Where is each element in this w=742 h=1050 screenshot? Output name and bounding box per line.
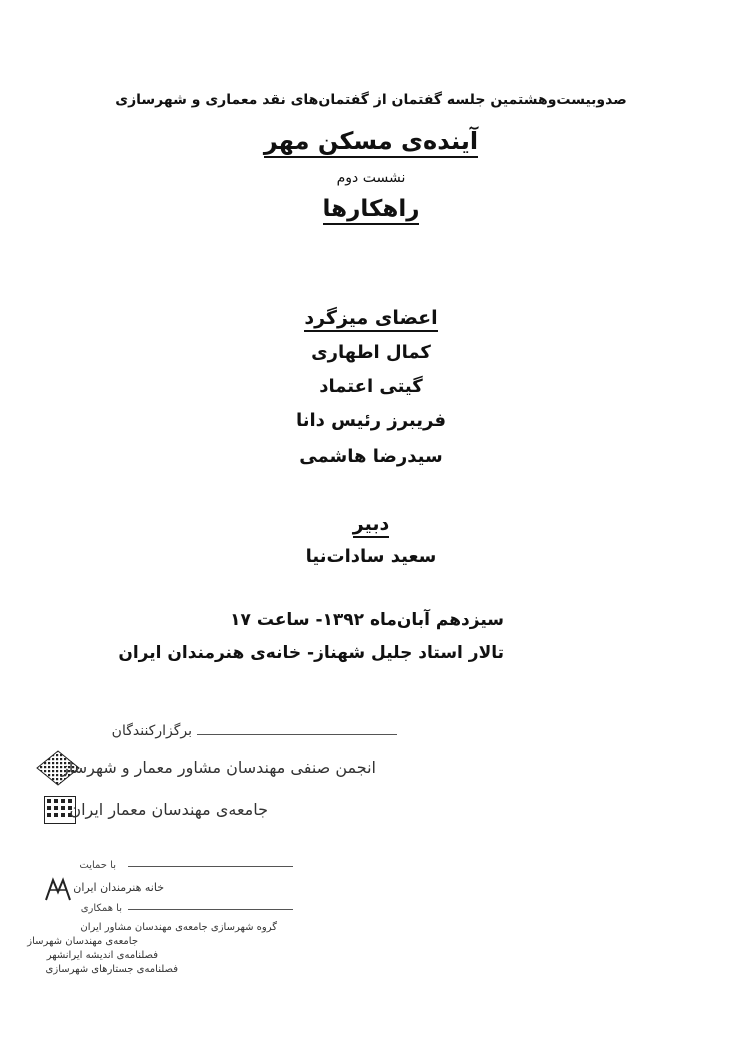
panel-member: سیدرضا هاشمی [299, 446, 443, 467]
moderator-name: سعید سادات‌نیا [305, 546, 437, 567]
page-title [0, 127, 742, 155]
panel-member: کمال اطهاری [311, 342, 431, 363]
panel-heading [0, 307, 742, 329]
page-subtitle-text: راهکارها [323, 196, 420, 225]
session-label: نشست دوم [336, 170, 406, 186]
series-caption: صدوبیست‌وهشتمین جلسه گفتمان از گفتمان‌های نقد معماری و شهرسازی [115, 92, 627, 108]
support-label: با حمایت [79, 860, 116, 871]
cooperation-item: فصلنامه‌ی جستارهای شهرسازی [45, 964, 178, 975]
event-date: سیزدهم آبان‌ماه ۱۳۹۲- ساعت ۱۷ [230, 610, 504, 630]
organizer-item: جامعه‌ی مهندسان معمار ایران [69, 800, 268, 819]
cooperation-item: گروه شهرسازی جامعه‌ی مهندسان مشاور ایران [80, 922, 277, 933]
cooperation-rule [128, 909, 293, 910]
event-venue: تالار استاد جلیل شهناز- خانه‌ی هنرمندان ایران [118, 643, 504, 663]
moderator-heading [0, 513, 742, 535]
panel-member: فریبرز رئیس دانا [295, 410, 447, 431]
cooperation-item: فصلنامه‌ی اندیشه ایرانشهر [46, 950, 158, 961]
cooperation-item: جامعه‌ی مهندسان شهرساز [27, 936, 138, 947]
artists-house-logo-icon [44, 876, 72, 902]
moderator-heading-text: دبیر [353, 513, 389, 538]
page-subtitle [0, 196, 742, 222]
organizers-rule [197, 734, 397, 735]
organizer-item: انجمن صنفی مهندسان مشاور معمار و شهرساز [61, 758, 376, 777]
support-rule [128, 866, 293, 867]
organizers-label: برگزارکنندگان [111, 723, 192, 739]
panel-member: گیتی اعتماد [319, 376, 423, 397]
support-item: خانه هنرمندان ایران [73, 881, 164, 894]
panel-heading-text: اعضای میزگرد [304, 307, 437, 332]
cooperation-label: با همکاری [80, 903, 122, 914]
page-title-text: آینده‌ی مسکن مهر [264, 127, 478, 158]
